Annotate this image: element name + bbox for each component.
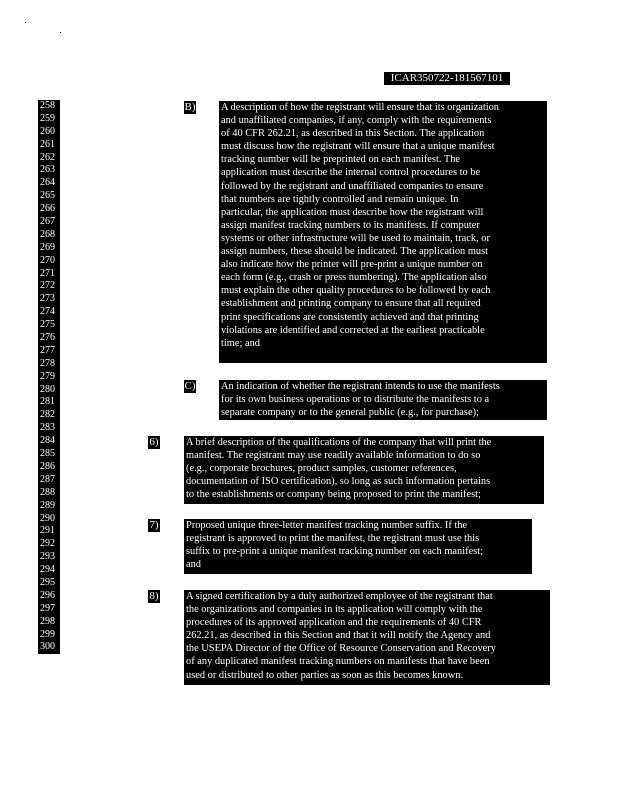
text-line: print specifications are consistently achieved and that printing bbox=[221, 311, 479, 323]
line-number: 288 bbox=[40, 486, 55, 498]
text-line: for its own business operations or to distribute the manifests to a bbox=[221, 394, 490, 406]
line-number: 273 bbox=[40, 293, 55, 305]
item-b-text bbox=[219, 101, 547, 363]
line-number: 271 bbox=[40, 267, 55, 279]
text-line: establishment and printing company to ensure that all required bbox=[221, 298, 481, 310]
line-number: 267 bbox=[40, 216, 55, 228]
text-line: suffix to pre-print a unique manifest tracking number on each manifest; bbox=[186, 546, 484, 558]
line-number: 268 bbox=[40, 228, 55, 240]
scan-speck bbox=[60, 32, 61, 33]
text-line: An indication of whether the registrant intends to use the manifests bbox=[221, 381, 500, 392]
item-marker-7: 7) bbox=[149, 519, 159, 531]
line-number: 262 bbox=[40, 151, 55, 163]
line-number: 265 bbox=[40, 190, 55, 202]
item-marker-8: 8) bbox=[149, 590, 159, 602]
line-number: 263 bbox=[40, 164, 55, 176]
line-number: 294 bbox=[40, 564, 55, 576]
line-number: 282 bbox=[40, 409, 55, 421]
item-marker-b: B) bbox=[184, 101, 196, 113]
text-line: A brief description of the qualifications of the company that will print the bbox=[186, 437, 492, 448]
line-number: 260 bbox=[40, 125, 55, 137]
text-line: assign numbers, these should be indicated. The application must bbox=[221, 246, 489, 258]
line-number: 290 bbox=[40, 512, 55, 524]
text-line: separate company or to the general public (e.g., for purchase); bbox=[221, 407, 479, 419]
text-line: procedures of its approved application and the requirements of 40 CFR bbox=[186, 617, 482, 629]
line-number: 258 bbox=[40, 100, 55, 111]
line-number: 287 bbox=[40, 473, 55, 485]
item-marker-6: 6) bbox=[149, 436, 159, 448]
line-number: 259 bbox=[40, 112, 55, 124]
line-number: 299 bbox=[40, 628, 55, 640]
item-6-text bbox=[184, 436, 544, 504]
line-number: 300 bbox=[40, 641, 55, 653]
text-line: manifest. The registrant may use readily available information to do so bbox=[186, 450, 481, 462]
text-line: application must describe the internal control procedures to be bbox=[221, 167, 481, 179]
text-line: Proposed unique three-letter manifest tracking number suffix. If the bbox=[186, 520, 468, 531]
line-number: 270 bbox=[40, 254, 55, 266]
text-line: the USEPA Director of the Office of Resource Conservation and Recovery bbox=[186, 643, 496, 655]
line-number: 280 bbox=[40, 383, 55, 395]
text-line: documentation of ISO certification), so long as such information pertains bbox=[186, 476, 491, 488]
text-line: (e.g., corporate brochures, product samples, customer references, bbox=[186, 463, 457, 475]
line-number: 281 bbox=[40, 396, 55, 408]
line-number: 293 bbox=[40, 551, 55, 563]
text-line: that numbers are tightly controlled and remain unique. In bbox=[221, 193, 459, 205]
text-line: tracking number will be preprinted on each manifest. The bbox=[221, 154, 460, 166]
line-number: 269 bbox=[40, 241, 55, 253]
line-number: 292 bbox=[40, 538, 55, 550]
line-number: 295 bbox=[40, 576, 55, 588]
line-number: 266 bbox=[40, 203, 55, 215]
line-number: 277 bbox=[40, 344, 55, 356]
text-line: 262.21, as described in this Section and that it will notify the Agency and bbox=[186, 630, 491, 642]
line-number: 279 bbox=[40, 370, 55, 382]
line-number: 297 bbox=[40, 602, 55, 614]
line-number: 274 bbox=[40, 306, 55, 318]
text-line: registrant is approved to print the manifest, the registrant must use this bbox=[186, 533, 480, 545]
scan-speck bbox=[25, 22, 26, 23]
line-number-column bbox=[38, 100, 60, 654]
line-number: 276 bbox=[40, 332, 55, 344]
text-line: also indicate how the printer will pre-print a unique number on bbox=[221, 259, 483, 271]
text-line: and bbox=[186, 559, 202, 571]
text-line: must discuss how the registrant will ensure that a unique manifest bbox=[221, 141, 495, 153]
line-number: 278 bbox=[40, 357, 55, 369]
text-line: to the establishments or company being proposed to print the manifest; bbox=[186, 489, 481, 501]
text-line: of any duplicated manifest tracking numbers on manifests that have been bbox=[186, 656, 490, 668]
line-number: 284 bbox=[40, 435, 55, 447]
text-line: must explain the other quality procedures to be followed by each bbox=[221, 285, 491, 297]
item-8-text bbox=[184, 590, 550, 685]
item-c-text bbox=[219, 380, 547, 420]
text-line: each form (e.g., crash or press numbering). The application also bbox=[221, 272, 487, 284]
text-line: followed by the registrant and unaffiliated companies to ensure bbox=[221, 180, 484, 192]
line-number: 275 bbox=[40, 319, 55, 331]
text-line: used or distributed to other parties as soon as this becomes known. bbox=[186, 669, 464, 681]
text-line: A description of how the registrant will ensure that its organization bbox=[221, 102, 499, 113]
text-line: violations are identified and corrected at the earliest practicable bbox=[221, 324, 485, 336]
line-number: 291 bbox=[40, 525, 55, 537]
text-line: particular, the application must describe how the registrant will bbox=[221, 206, 484, 218]
line-number: 261 bbox=[40, 138, 55, 150]
text-line: of 40 CFR 262.21, as described in this Section. The application bbox=[221, 128, 485, 140]
text-line: A signed certification by a duly authorized employee of the registrant that bbox=[186, 591, 493, 602]
line-number: 264 bbox=[40, 177, 55, 189]
item-7-text bbox=[184, 519, 532, 574]
line-number: 296 bbox=[40, 589, 55, 601]
text-line: and unaffiliated companies, if any, comply with the requirements bbox=[221, 115, 492, 127]
text-line: the organizations and companies in its application will comply with the bbox=[186, 604, 483, 616]
text-line: assign manifest tracking numbers to its manifests. If computer bbox=[221, 219, 480, 231]
line-number: 286 bbox=[40, 460, 55, 472]
text-line: time; and bbox=[221, 337, 260, 349]
line-number: 285 bbox=[40, 448, 55, 460]
line-number: 272 bbox=[40, 280, 55, 292]
line-number: 289 bbox=[40, 499, 55, 511]
item-marker-c: C) bbox=[184, 380, 196, 392]
line-number: 298 bbox=[40, 615, 55, 627]
line-number: 283 bbox=[40, 422, 55, 434]
document-id: ICAR350722-181567101 bbox=[384, 72, 510, 85]
text-line: systems or other infrastructure will be used to maintain, track, or bbox=[221, 232, 490, 244]
